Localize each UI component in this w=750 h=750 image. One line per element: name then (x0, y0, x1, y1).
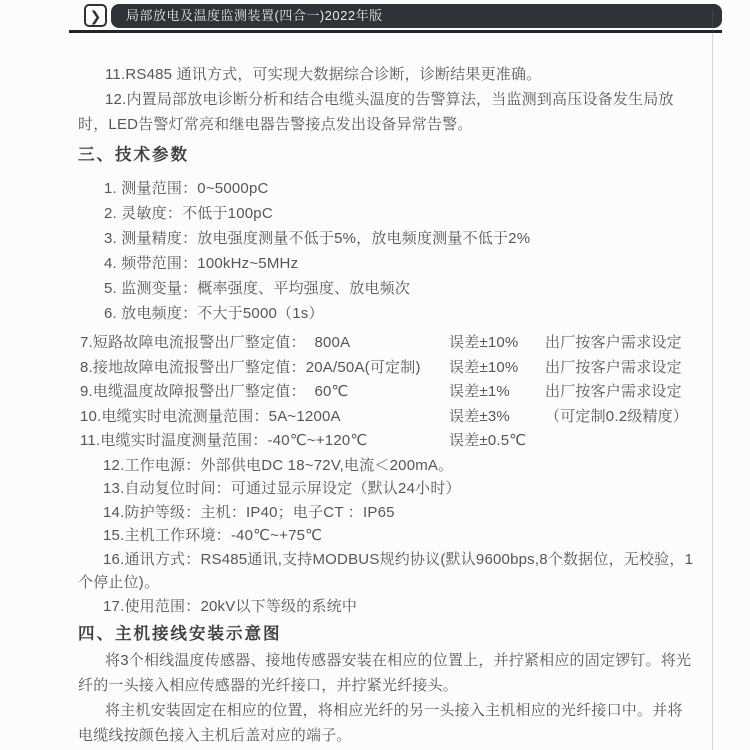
tech-param-13: 13.自动复位时间：可通过显示屏设定（默认24小时） (103, 480, 461, 497)
spec-tolerance: 误差±1% (449, 383, 510, 400)
spec-label: 10.电缆实时电流测量范围：5A~1200A (80, 407, 341, 425)
spec-tolerance: 误差±3% (449, 407, 510, 425)
tech-param-1: 1. 测量范围：0~5000pC (104, 180, 269, 197)
tech-param-list (78, 176, 694, 326)
spec-tolerance: 误差±10% (449, 334, 519, 351)
spec-note: （可定制0.2级精度） (545, 407, 689, 425)
tech-param-17: 17.使用范围：20kV以下等级的系统中 (103, 597, 358, 615)
spec-note: 出厂按客户需求设定 (545, 383, 682, 400)
spec-tolerance: 误差±0.5℃ (449, 432, 527, 449)
document-title-bar (111, 4, 722, 28)
scan-edge-artifact (712, 10, 713, 750)
tech-param-2: 2. 灵敏度：不低于100pC (104, 205, 273, 222)
tech-param-list-continued (78, 454, 694, 548)
install-paragraph-2: 将主机安装固定在相应的位置，将相应光纤的另一头接入主机相应的光纤接口中。并将电缆线按颜色接入主机后盖对应的端子。 (78, 702, 683, 744)
spec-label: 11.电缆实时温度测量范围：-40℃~+120℃ (80, 432, 368, 449)
table-row (78, 429, 694, 454)
spec-note: 出厂按客户需求设定 (545, 358, 682, 376)
spec-label: 9.电缆温度故障报警出厂整定值： 60℃ (80, 383, 349, 400)
chevron-right-icon (84, 4, 107, 27)
feature-item-12: 12.内置局部放电诊断分析和结合电缆头温度的告警算法，当监测到高压设备发生局放时，LED告警灯常亮和继电器告警接点发出设备异常告警。 (78, 91, 674, 133)
tech-param-3: 3. 测量精度：放电强度测量不低于5%，放电频度测量不低于2% (104, 230, 531, 247)
table-row (78, 356, 694, 381)
tech-param-16: 16.通讯方式：RS485通讯,支持MODBUS规约协议(默认9600bps,8个数据位，无校验，1个停止位)。 (78, 550, 694, 591)
table-row (78, 380, 694, 405)
page-header (0, 0, 750, 36)
spec-label: 7.短路故障电流报警出厂整定值： 800A (80, 334, 351, 351)
tech-param-list-last (78, 595, 694, 619)
tech-param-4: 4. 频带范围：100kHz~5MHz (104, 255, 299, 272)
tech-param-12: 12.工作电源：外部供电DC 18~72V,电流＜200mA。 (103, 456, 454, 474)
install-paragraph-1: 将3个相线温度传感器、接地传感器安装在相应的位置上，并拧紧相应的固定锣钉。将光纤的一头接入相应传感器的光纤接口，并拧紧光纤接头。 (78, 652, 692, 694)
spec-note: 出厂按客户需求设定 (545, 334, 682, 351)
alarm-setting-table (78, 331, 694, 454)
section-heading-tech-params: 三、技术参数 (78, 146, 189, 164)
feature-item-11: 11.RS485 通讯方式，可实现大数据综合诊断，诊断结果更准确。 (105, 66, 542, 83)
section-heading-installation: 四、主机接线安装示意图 (78, 625, 282, 643)
chevron-glyph: ❯ (89, 7, 102, 24)
tech-param-5: 5. 监测变量：概率强度、平均强度、放电频次 (104, 280, 411, 297)
document-body (78, 62, 694, 748)
spec-note (545, 429, 694, 454)
tech-param-6: 6. 放电频度：不大于5000（1s） (104, 305, 324, 322)
table-row (78, 331, 694, 356)
tech-param-14: 14.防护等级：主机：IP40；电子CT ：IP65 (103, 503, 395, 521)
table-row (78, 405, 694, 430)
document-title: 局部放电及温度监测装置(四合一)2022年版 (126, 8, 383, 23)
header-divider (69, 30, 722, 33)
tech-param-15: 15.主机工作环境：-40℃~+75℃ (103, 527, 323, 544)
spec-label: 8.接地故障电流报警出厂整定值：20A/50A(可定制) (80, 358, 421, 376)
spec-tolerance: 误差±10% (449, 358, 519, 376)
